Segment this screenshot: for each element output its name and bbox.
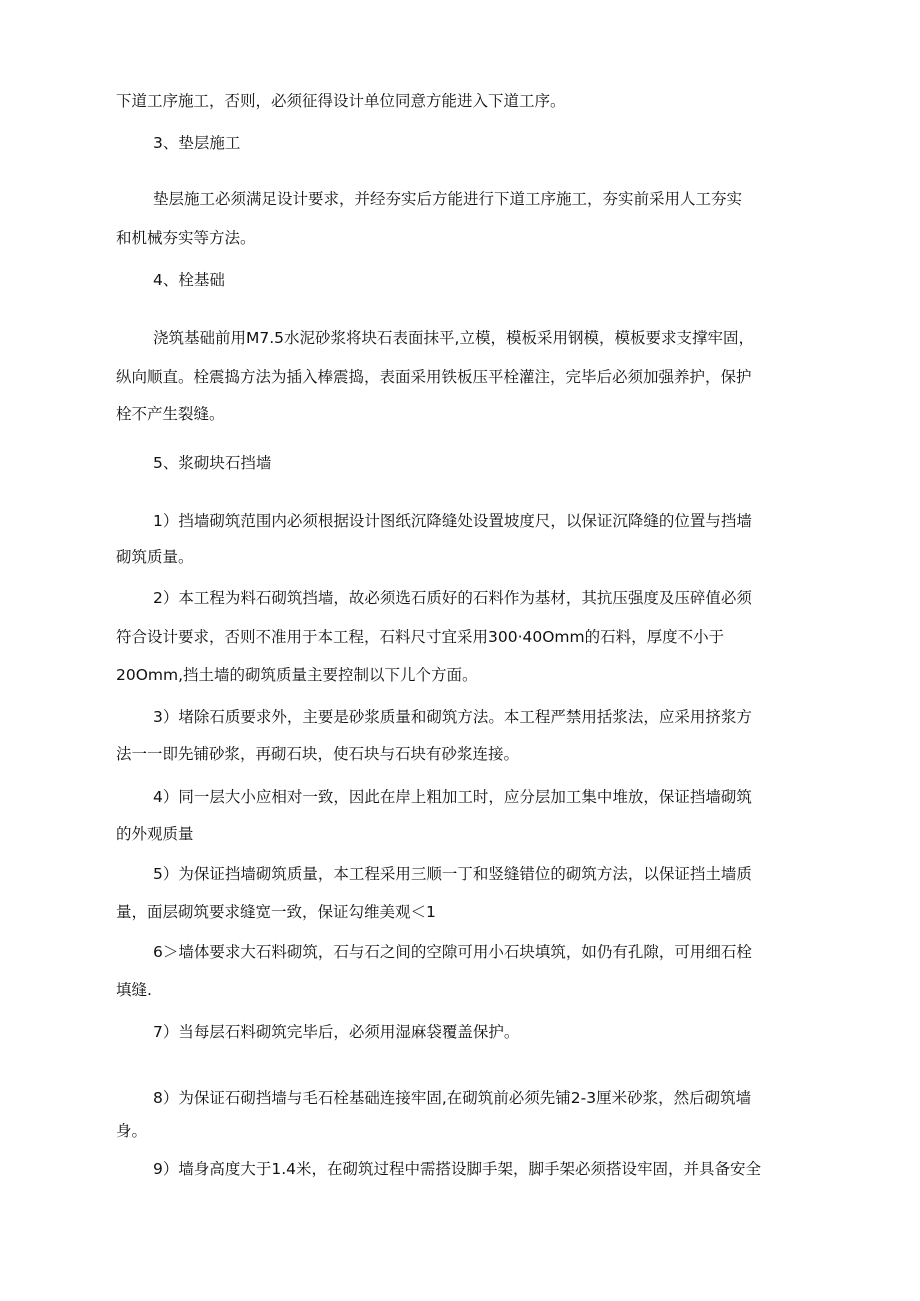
text-line: 3）堵除石质要求外，主要是砂浆质量和砌筑方法。本工程严禁用括浆法，应采用挤浆方 — [153, 708, 752, 726]
text-line: 8）为保证石砌挡墙与毛石栓基础连接牢固,在砌筑前必须先铺2-3厘米砂浆，然后砌筑墙 — [153, 1089, 752, 1107]
section-heading: 3、垫层施工 — [153, 134, 241, 152]
text-line: 7）当每层石料砌筑完毕后，必须用湿麻袋覆盖保护。 — [153, 1023, 520, 1041]
text-line: 砌筑质量。 — [116, 548, 194, 566]
text-line: 4）同一层大小应相对一致，因此在岸上粗加工时，应分层加工集中堆放，保证挡墙砌筑 — [153, 788, 752, 806]
text-line: 符合设计要求，否则不准用于本工程，石料尺寸宜采用300·40Omm的石料，厚度不小于 — [116, 628, 725, 646]
text-line: 纵向顺直。栓震捣方法为插入棒震捣，表面采用铁板压平栓灌注，完毕后必须加强养护，保护 — [116, 368, 752, 386]
text-line: 1）挡墙砌筑范围内必须根据设计图纸沉降缝处设置坡度尺，以保证沉降缝的位置与挡墙 — [153, 512, 752, 530]
text-line: 下道工序施工，否则，必须征得设计单位同意方能进入下道工序。 — [116, 92, 566, 110]
text-line: 2）本工程为料石砌筑挡墙，故必须选石质好的石料作为基材，其抗压强度及压碎值必须 — [153, 589, 752, 607]
text-line: 填缝. — [116, 981, 152, 999]
section-heading: 5、浆砌块石挡墙 — [153, 454, 272, 472]
section-heading: 4、栓基础 — [153, 271, 225, 289]
text-line: 9）墙身高度大于1.4米，在砌筑过程中需搭设脚手架，脚手架必须搭设牢固，并具备安全 — [153, 1160, 762, 1178]
text-line: 和机械夯实等方法。 — [116, 229, 256, 247]
text-line: 的外观质量 — [116, 825, 194, 843]
text-line: 垫层施工必须满足设计要求，并经夯实后方能进行下道工序施工，夯实前采用人工夯实 — [153, 190, 743, 208]
text-line: 5）为保证挡墙砌筑质量，本工程采用三顺一丁和竖缝错位的砌筑方法，以保证挡土墙质 — [153, 865, 752, 883]
text-line: 20Omm,挡土墙的砌筑质量主要控制以下儿个方面。 — [116, 666, 478, 684]
text-line: 量，面层砌筑要求缝宽一致，保证勾维美观＜1 — [116, 903, 436, 921]
text-line: 浇筑基础前用M7.5水泥砂浆将块石表面抹平,立模，模板采用钢模，模板要求支撑牢固， — [153, 329, 754, 347]
text-line: 身。 — [116, 1122, 148, 1140]
text-line: 法一一即先铺砂浆，再砌石块，使石块与石块有砂浆连接。 — [116, 745, 520, 763]
text-line: 栓不产生裂缝。 — [116, 405, 225, 423]
text-line: 6＞墙体要求大石料砌筑，石与石之间的空隙可用小石块填筑，如仍有孔隙，可用细石栓 — [153, 943, 752, 961]
